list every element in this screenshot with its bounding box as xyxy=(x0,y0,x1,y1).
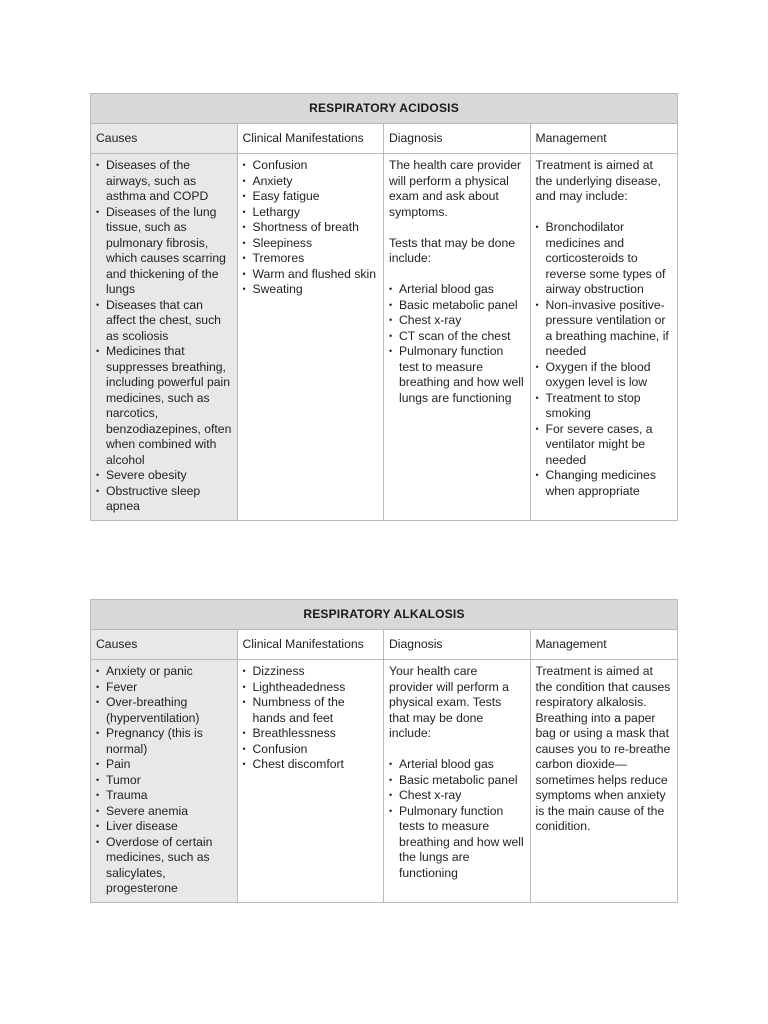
diagnosis-intro: Your health care provider will perform a physical exam. Tests that may be done include: xyxy=(389,664,509,740)
alkalosis-table xyxy=(90,599,678,903)
list-item: • Lightheadedness xyxy=(243,680,379,696)
list-item: • Arterial blood gas xyxy=(389,757,525,773)
list-item: • Numbness of the hands and feet xyxy=(243,695,379,726)
list-item: • For severe cases, a ventilator might be needed xyxy=(536,422,673,469)
list-item: • Tremores xyxy=(243,251,379,267)
header-clinical-manifestations: Clinical Manifestations xyxy=(238,630,385,659)
list-item: • Treatment to stop smoking xyxy=(536,391,673,422)
management-text: Treatment is aimed at the condition that causes respiratory alkalosis. Breathing into a paper bag or using a mask that causes you to re-breathe carbon dioxide—sometimes helps reduce symptoms when anxiety is the main cause of the conidition. xyxy=(535,664,671,833)
list-item: • Arterial blood gas xyxy=(389,282,525,298)
list-item: • Trauma xyxy=(96,788,232,804)
diagnosis-intro: The health care provider will perform a physical exam and ask about symptoms. xyxy=(389,158,522,219)
list-item: • Confusion xyxy=(243,742,379,758)
list-item: • Confusion xyxy=(243,158,379,174)
header-management: Management xyxy=(535,130,607,145)
list-item: • Non-invasive positive-pressure ventilation or a breathing machine, if needed xyxy=(536,298,673,360)
list-item: • Anxiety xyxy=(243,174,379,190)
acidosis-causes-list xyxy=(96,158,232,515)
list-item: • Pregnancy (this is normal) xyxy=(96,726,232,757)
list-item: • Severe obesity xyxy=(96,468,232,484)
list-item: • Easy fatigue xyxy=(243,189,379,205)
header-causes: Causes xyxy=(91,124,238,153)
header-diagnosis: Diagnosis xyxy=(384,124,531,153)
list-item: • Chest discomfort xyxy=(243,757,379,773)
list-item: • Medicines that suppresses breathing, including powerful pain medicines, such as narcotics, benzodiazepines, often when combined with alcohol xyxy=(96,344,232,468)
list-item: • Oxygen if the blood oxygen level is low xyxy=(536,360,673,391)
list-item: • Over-breathing (hyperventilation) xyxy=(96,695,232,726)
list-item: • Obstructive sleep apnea xyxy=(96,484,232,515)
diagnosis-tests-intro: Tests that may be done include: xyxy=(389,235,516,265)
list-item: • Sleepiness xyxy=(243,236,379,252)
alkalosis-causes-cell xyxy=(91,660,238,902)
list-item: • Bronchodilator medicines and corticosteroids to reverse some types of airway obstruction xyxy=(536,220,673,298)
header-management: Management xyxy=(535,636,607,651)
alkalosis-manifestations-cell xyxy=(238,660,385,902)
acidosis-body-row xyxy=(91,154,677,520)
acidosis-manifestations-cell xyxy=(238,154,385,520)
list-item: • Shortness of breath xyxy=(243,220,379,236)
list-item: • Chest x-ray xyxy=(389,788,525,804)
list-item: • Basic metabolic panel xyxy=(389,773,525,789)
list-item: • Warm and flushed skin xyxy=(243,267,379,283)
acidosis-title: RESPIRATORY ACIDOSIS xyxy=(91,94,677,124)
list-item: • Pulmonary function tests to measure breathing and how well the lungs are functioning xyxy=(389,804,525,882)
list-item: • Fever xyxy=(96,680,232,696)
list-item: • Anxiety or panic xyxy=(96,664,232,680)
acidosis-manifestations-list xyxy=(243,158,379,298)
list-item: • Sweating xyxy=(243,282,379,298)
list-item: • Chest x-ray xyxy=(389,313,525,329)
list-item: • CT scan of the chest xyxy=(389,329,525,345)
acidosis-causes-cell xyxy=(91,154,238,520)
header-diagnosis: Diagnosis xyxy=(384,630,531,659)
list-item: • Lethargy xyxy=(243,205,379,221)
acidosis-management-list xyxy=(536,220,673,499)
acidosis-diagnosis-list xyxy=(389,282,525,406)
alkalosis-diagnosis-cell xyxy=(384,660,531,902)
alkalosis-diagnosis-list xyxy=(389,757,525,881)
header-clinical-manifestations: Clinical Manifestations xyxy=(238,124,385,153)
list-item: • Diseases of the airways, such as asthma and COPD xyxy=(96,158,232,205)
alkalosis-header-row xyxy=(91,630,677,660)
list-item: • Dizziness xyxy=(243,664,379,680)
list-item: • Liver disease xyxy=(96,819,232,835)
management-intro: Treatment is aimed at the underlying disease, and may include: xyxy=(535,158,661,203)
acidosis-diagnosis-cell xyxy=(384,154,531,520)
list-item: • Severe anemia xyxy=(96,804,232,820)
acidosis-table xyxy=(90,93,678,521)
list-item: • Overdose of certain medicines, such as salicylates, progesterone xyxy=(96,835,232,897)
header-causes: Causes xyxy=(91,630,238,659)
list-item: • Diseases of the lung tissue, such as pulmonary fibrosis, which causes scarring and thickening of the lungs xyxy=(96,205,232,298)
alkalosis-body-row xyxy=(91,660,677,902)
list-item: • Diseases that can affect the chest, such as scoliosis xyxy=(96,298,232,345)
alkalosis-manifestations-list xyxy=(243,664,379,773)
list-item: • Basic metabolic panel xyxy=(389,298,525,314)
list-item: • Breathlessness xyxy=(243,726,379,742)
list-item: • Changing medicines when appropriate xyxy=(536,468,673,499)
alkalosis-causes-list xyxy=(96,664,232,897)
alkalosis-management-cell xyxy=(531,660,678,902)
list-item: • Pulmonary function test to measure breathing and how well lungs are functioning xyxy=(389,344,525,406)
alkalosis-title: RESPIRATORY ALKALOSIS xyxy=(91,600,677,630)
acidosis-header-row xyxy=(91,124,677,154)
list-item: • Pain xyxy=(96,757,232,773)
list-item: • Tumor xyxy=(96,773,232,789)
acidosis-management-cell xyxy=(531,154,678,520)
